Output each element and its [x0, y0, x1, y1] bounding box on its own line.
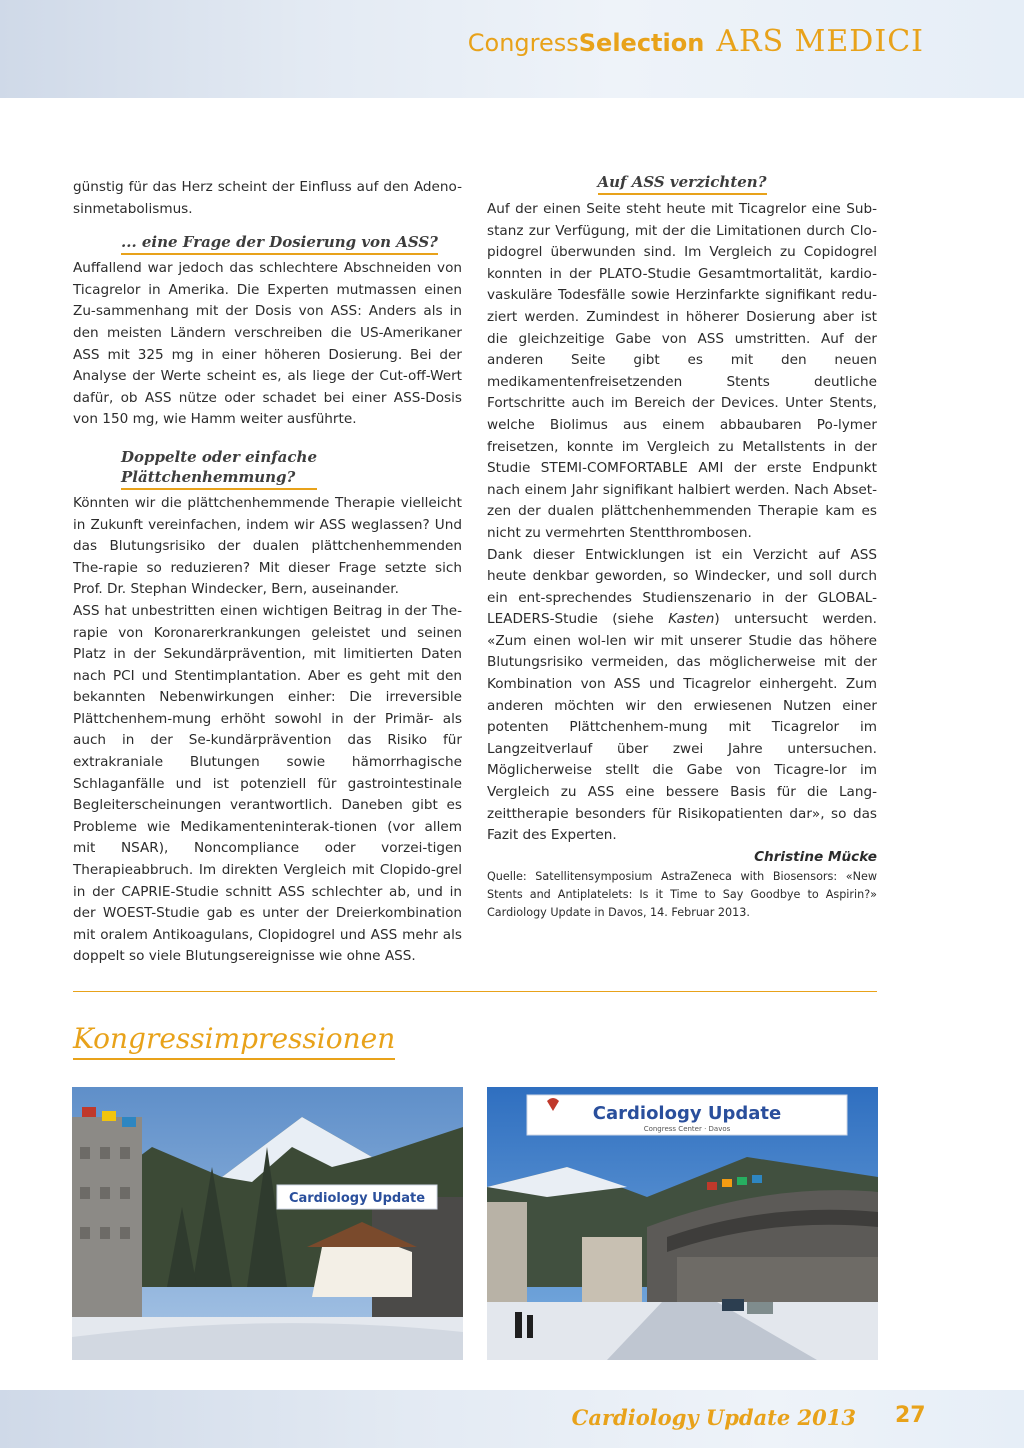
photo-1-illustration	[72, 1087, 463, 1360]
source-note: Quelle: Satellitensymposium AstraZeneca with Biosensors: «New Stents and Antiplatelets: Is it Time to Say Goodbye to Aspirin?» Cardiology Update in Davos, 14. Februar 2013.	[487, 870, 877, 920]
author-name: Christine Mücke	[754, 848, 877, 865]
footer-title: Cardiology Update 2013	[571, 1405, 856, 1430]
subhead-wrapper	[73, 232, 462, 255]
section-title: Kongressimpressionen	[73, 1022, 395, 1060]
paragraph: Könnten wir die plättchenhemmende Therapie vielleicht in Zukunft vereinfachen, indem wir ASS weglassen? Und das Blutungsrisiko der dualen plättchenhemmenden The-rapie so reduzieren? Mit dieser Frage setzte sich Prof. Dr. Stephan Windecker, Bern, auseinander.	[73, 494, 462, 598]
paragraph: Auffallend war jedoch das schlechtere Abschneiden von Ticagrelor in Amerika. Die Experten mutmassen einen Zu-sammenhang mit der Dosis von ASS: Anders als in den meisten Ländern verschreiben die US-Amerikaner ASS mit 325 mg in einer höheren Dosierung. Bei der Analyse der Werte scheint es, als liege der Cut-off-Wert dafür, ob ASS nütze oder schadet bei einer ASS-Dosis von 150 mg, wie Hamm weiter ausführte.	[73, 260, 462, 428]
section-divider	[73, 991, 877, 992]
text-run: Dank dieser Entwicklungen ist ein Verzicht auf ASS heute denkbar geworden, so Windecker, und soll durch ein ent-sprechendes Studienszenario in der GLOBAL-LEADERS-Studie (siehe	[487, 546, 877, 628]
brand-logo	[468, 24, 924, 59]
banner-1-text: Cardiology Update	[288, 1191, 426, 1206]
subheading-plaettchenhemmung	[121, 447, 317, 490]
brand-selection: Selection	[578, 29, 705, 57]
photo-2-illustration	[487, 1087, 878, 1360]
paragraph: günstig für das Herz scheint der Einfluss auf den Adeno-sinmetabolismus.	[73, 179, 462, 217]
subheading-line: Plättchenhemmung?	[121, 467, 296, 486]
subheading-verzichten: Auf ASS verzichten?	[598, 172, 767, 195]
subhead-wrapper	[487, 172, 877, 195]
banner-2-text: Cardiology Update	[592, 1103, 782, 1124]
right-column	[487, 199, 877, 922]
congress-photo-2	[487, 1087, 878, 1360]
congress-photo-1	[72, 1087, 463, 1360]
subheading-dosierung: ... eine Frage der Dosierung von ASS?	[121, 232, 438, 255]
paragraph	[487, 545, 877, 847]
footer-band	[0, 1390, 1024, 1448]
text-emphasis: Kasten	[668, 611, 715, 628]
page-number: 27	[895, 1403, 926, 1428]
brand-congress: Congress	[467, 29, 579, 57]
paragraph: ASS hat unbestritten einen wichtigen Beitrag in der The-rapie von Koronarerkrankungen geleistet und seinen Platz in der Sekundärprävention, mit limitierten Daten nach PCI und Stentimplantation. Aber es geht mit den bekannten Nebenwirkungen einher: Die irreversible Plättchenhem-mung erhöht sowohl in der Primär- als auch in der Se-kundärprävention das Risiko für extrakraniale Blutungen sowie hämorrhagische Schlaganfälle und ist potenziell für gastrointestinale Begleiterscheinungen verantwortlich. Daneben gibt es Probleme wie Medikamenteninterak-tionen (vor allem mit NSAR), Noncompliance oder vorzei-tigen Therapieabbruch. Im direkten Vergleich mit Clopido-grel in der CAPRIE-Studie schnitt ASS schlechter ab, und in der WOEST-Studie gab es unter der Dreierkombination mit oralem Antikoagulans, Clopidogrel und ASS mehr als doppelt so viele Blutungsereignisse wie ohne ASS.	[73, 602, 462, 965]
banner-2-subtext: Congress Center · Davos	[643, 1125, 731, 1133]
left-column	[73, 177, 462, 968]
text-run: ) untersucht werden. «Zum einen wol-len wir mit unserer Studie das höhere Blutungsrisiko vermeiden, das möglicherweise mit der Kombination von ASS und Ticagrelor einhergeht. Zum anderen möchten wir den erwiesenen Nutzen einer potenten Plättchenhem-mung mit Ticagrelor im Langzeitverlauf über zwei Jahre untersuchen. Möglicherweise stellt die Gabe von Ticagre-lor im Vergleich zu ASS eine bessere Basis für die Lang-zeittherapie besonders für Risikopatienten dar», so das Fazit des Experten.	[487, 611, 877, 844]
ars-medici-logo: ARS MEDICI	[716, 24, 924, 59]
subheading-line: Doppelte oder einfache	[121, 447, 317, 466]
paragraph: Auf der einen Seite steht heute mit Ticagrelor eine Sub-stanz zur Verfügung, mit der die Limitationen durch Clo-pidogrel überwunden sind. Im Vergleich zu Copidogrel konnten in der PLATO-Studie Gesamtmortalität, kardio-vaskuläre Todesfälle sowie Herzinfarkte signifikant redu-ziert werden. Zumindest in höherer Dosierung aber ist die gleichzeitige Gabe von ASS umstritten. Auf der anderen Seite gibt es mit den neuen medikamentenfreisetzenden Stents deutliche Fortschritte auch im Bereich der Devices. Unter Stents, welche Biolimus aus einem abbaubaren Po-lymer freisetzen, konnte im Vergleich zu Metallstents in der Studie STEMI-COMFORTABLE AMI der erste Endpunkt nach einem Jahr signifikant halbiert werden. Nach Abset-zen der dualen plättchenhemmenden Therapie kam es nicht zu vermehrten Stentthrombosen.	[487, 201, 877, 541]
subhead-wrapper	[73, 447, 462, 490]
